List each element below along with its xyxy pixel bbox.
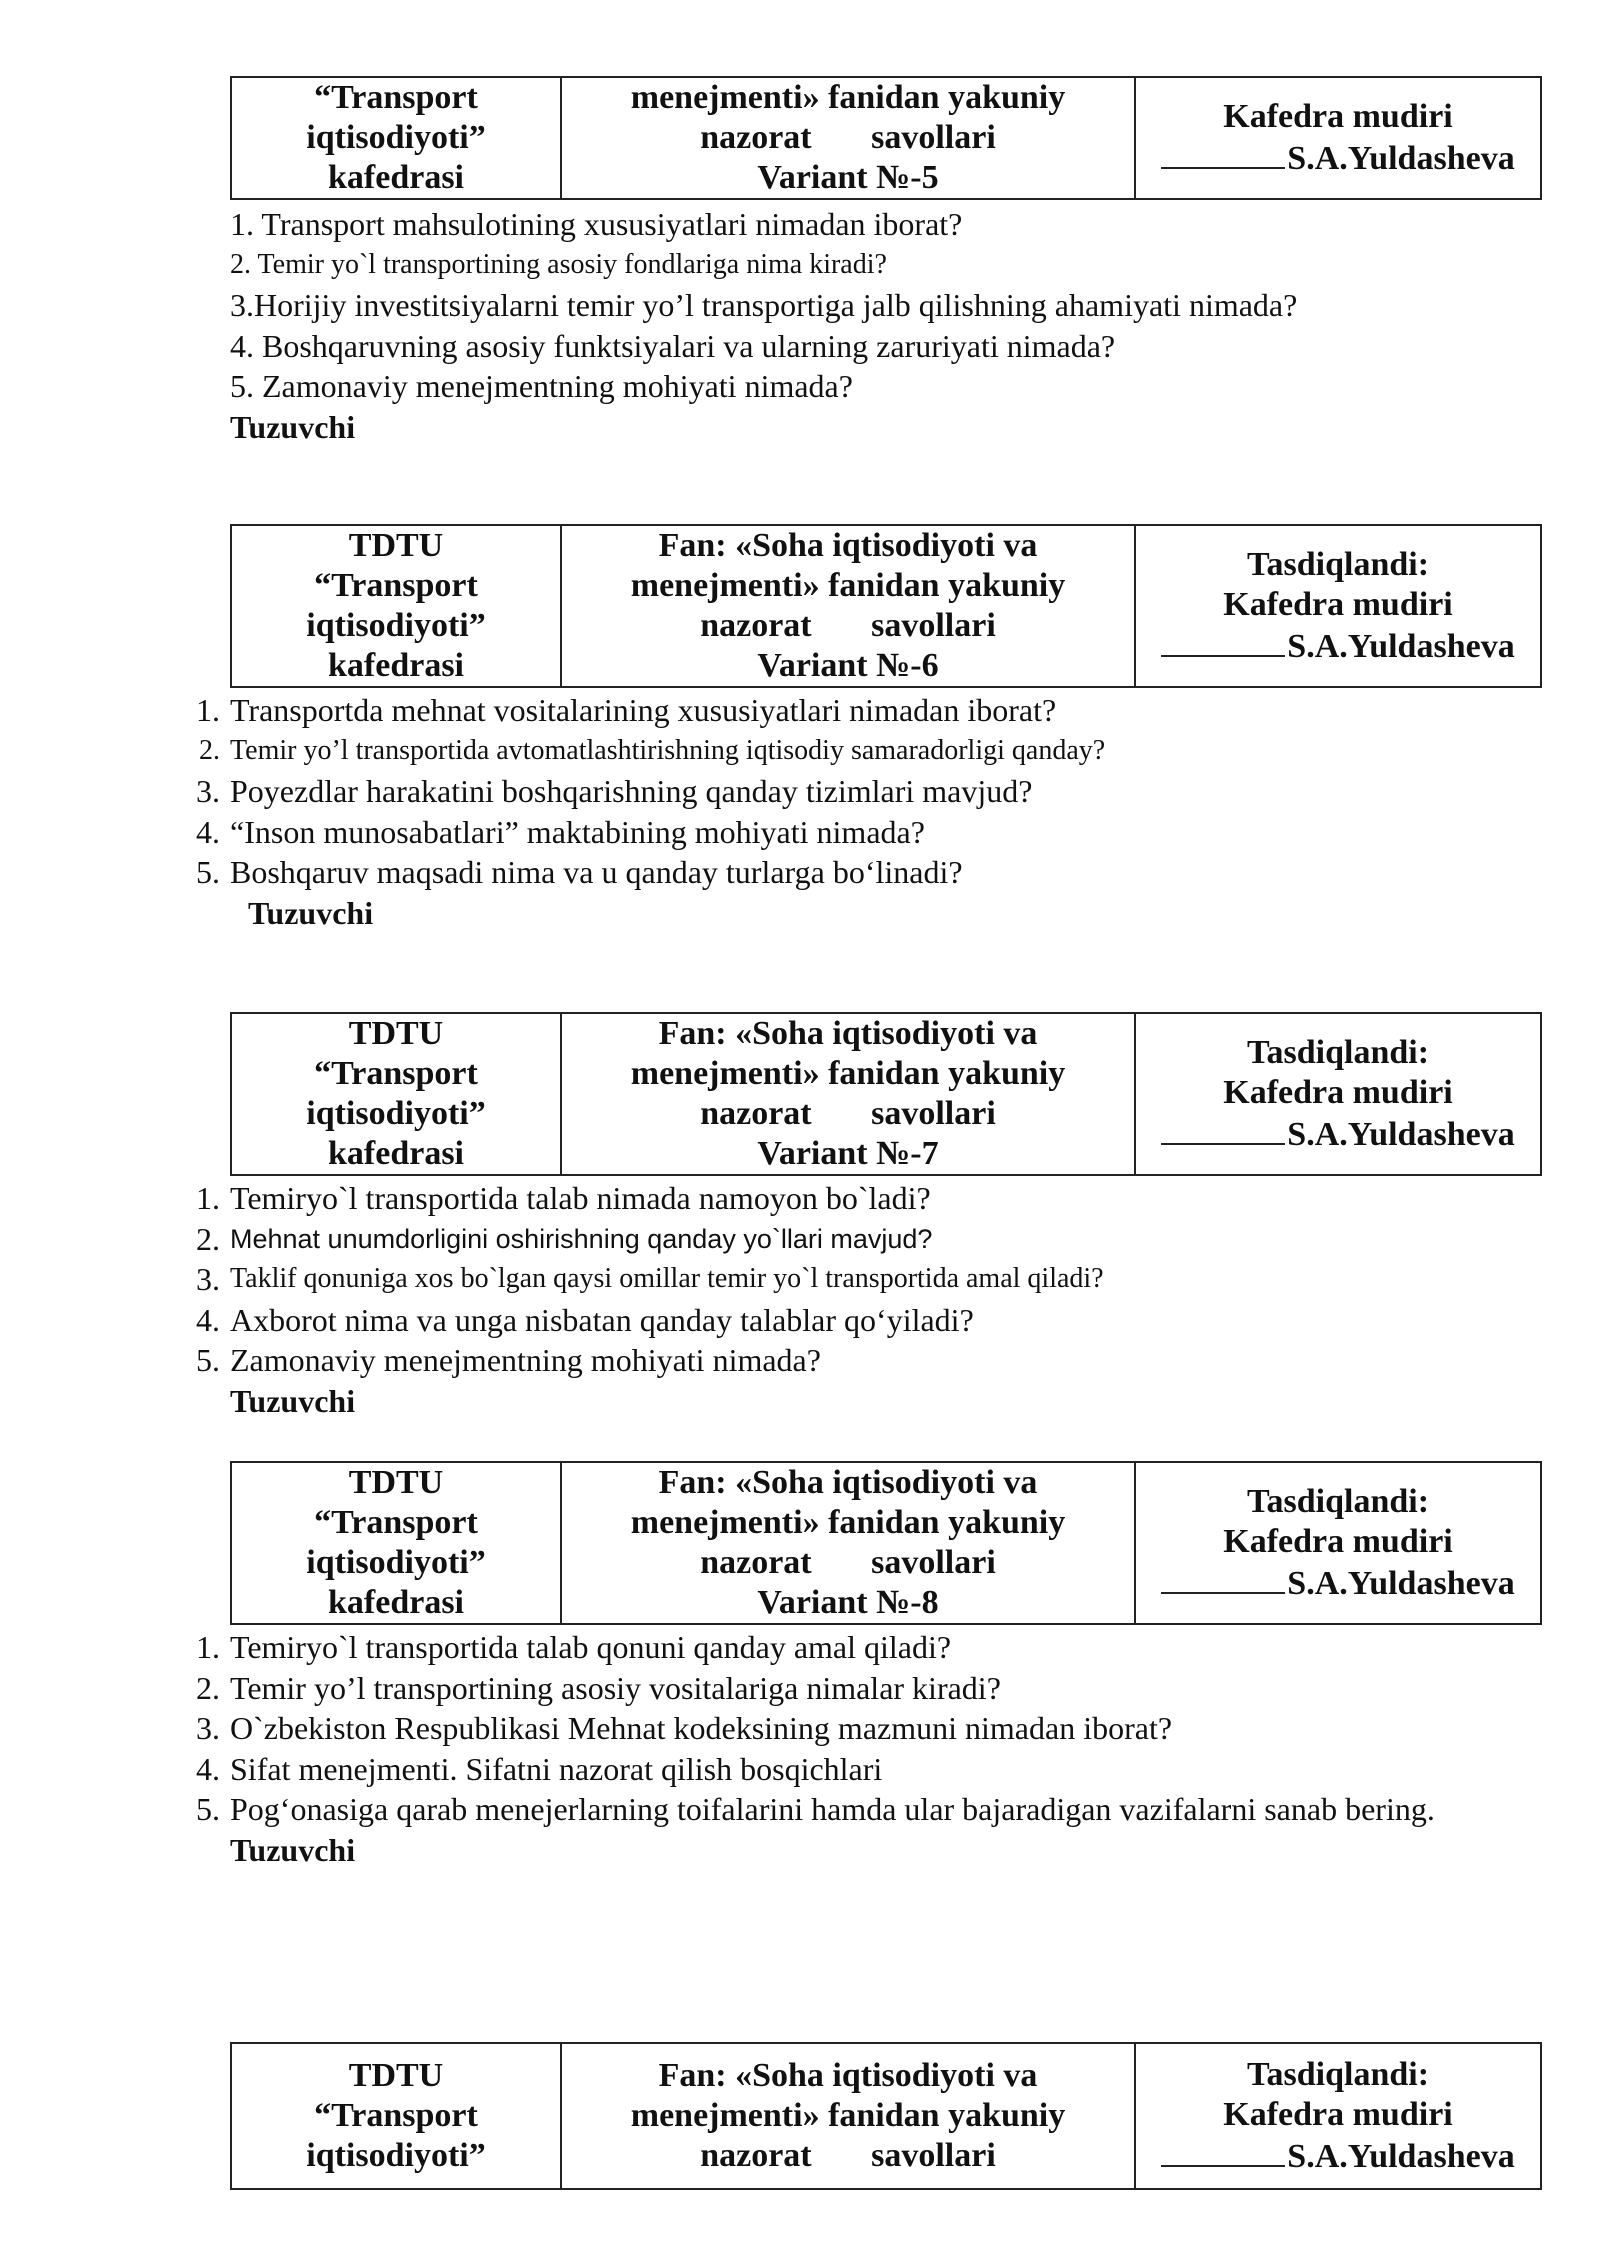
question-item: 3. Poyezdlar harakatini boshqarishning qanday tizimlari mavjud? <box>196 773 1033 809</box>
question-item: 1. Transportda mehnat vositalarining xususiyatlari nimadan iborat? <box>196 692 1057 728</box>
head-signature <box>1142 1113 1534 1155</box>
question-item: 4. “Inson munosabatlari” maktabining mohiyati nimada? <box>196 813 925 850</box>
question-item: 2. Mehnat unumdorligini oshirishning qanday yo`llari mavjud? <box>196 1220 933 1257</box>
question-item: 3. Taklif qonuniga xos bo`lgan qaysi omillar temir yo`l transportida amal qiladi? <box>196 1261 1104 1297</box>
subject-line: nazorat savollari <box>700 2137 996 2174</box>
university-name: TDTU <box>348 1015 444 1052</box>
approval-cell <box>1135 525 1541 687</box>
subject-line: menejmenti» fanidan yakuniy <box>630 2097 1066 2134</box>
next-variant-header-table <box>230 2042 1542 2190</box>
head-name: S.A.Yuldasheva <box>1287 140 1515 177</box>
subject-line: Fan: «Soha iqtisodiyoti va <box>658 1464 1038 1501</box>
subject-line: Fan: «Soha iqtisodiyoti va <box>658 2057 1038 2094</box>
question-item: 5. Zamonaviy menejmentning mohiyati nimada? <box>196 1342 821 1378</box>
department-cell <box>231 1013 561 1175</box>
approval-cell <box>1135 1013 1541 1175</box>
compiler-label: Tuzuvchi <box>230 408 356 445</box>
subject-cell <box>561 1013 1135 1175</box>
subject-cell <box>561 2043 1135 2189</box>
department-line: iqtisodiyoti” <box>306 607 486 644</box>
subject-line: nazorat savollari <box>700 1544 996 1581</box>
head-name: S.A.Yuldasheva <box>1287 2138 1515 2175</box>
variant-5-section <box>0 76 1600 447</box>
question-item: 1. Temiryo`l transportida talab nimada namoyon bo`ladi? <box>196 1180 931 1216</box>
subject-line: nazorat savollari <box>700 119 996 156</box>
question-item: 5. Pog‘onasiga qarab menejerlarning toifalarini hamda ular bajaradigan vazifalarni sanab bering. <box>196 1791 1435 1827</box>
signature-line <box>1161 2135 1285 2167</box>
subject-cell <box>561 525 1135 687</box>
head-title: Kafedra mudiri <box>1223 98 1453 135</box>
head-signature <box>1142 2135 1534 2177</box>
head-title: Kafedra mudiri <box>1223 2096 1453 2133</box>
variant-6-questions <box>180 690 1600 933</box>
question-item: 4. Boshqaruvning asosiy funktsiyalari va ularning zaruriyati nimada? <box>230 327 1116 364</box>
question-item: 5. Zamonaviy menejmentning mohiyati nimada? <box>230 368 853 404</box>
approval-cell <box>1135 2043 1541 2189</box>
question-item: 2. Temir yo’l transportining asosiy vositalariga nimalar kiradi? <box>196 1669 1001 1706</box>
department-cell <box>231 1462 561 1624</box>
approved-label: Tasdiqlandi: <box>1246 1483 1430 1520</box>
subject-cell <box>561 1462 1135 1624</box>
subject-line: nazorat savollari <box>700 1095 996 1132</box>
question-item: 3.Horijiy investitsiyalarni temir yo’l transportiga jalb qilishning ahamiyati nimada? <box>230 287 1298 323</box>
department-line: kafedrasi <box>328 1584 464 1621</box>
department-line: “Transport <box>314 567 478 604</box>
question-item: 2. Temir yo’l transportida avtomatlashtirishning iqtisodiy samaradorligi qanday? <box>199 734 1106 766</box>
department-line: “Transport <box>314 1055 478 1092</box>
university-name: TDTU <box>348 527 444 564</box>
subject-line: Fan: «Soha iqtisodiyoti va <box>658 1015 1038 1052</box>
subject-line: menejmenti» fanidan yakuniy <box>630 567 1066 604</box>
variant-5-header-table <box>230 76 1542 200</box>
approval-cell <box>1135 1462 1541 1624</box>
approved-label: Tasdiqlandi: <box>1246 546 1430 583</box>
head-signature <box>1142 1562 1534 1604</box>
signature-line <box>1161 625 1285 657</box>
subject-line: nazorat savollari <box>700 607 996 644</box>
compiler-label: Tuzuvchi <box>248 894 374 931</box>
variant-number: Variant №-8 <box>757 1584 939 1621</box>
head-title: Kafedra mudiri <box>1223 1523 1453 1560</box>
compiler-label: Tuzuvchi <box>230 1382 356 1419</box>
subject-line: menejmenti» fanidan yakuniy <box>630 79 1066 116</box>
variant-number: Variant №-6 <box>757 647 939 684</box>
next-variant-section <box>0 2042 1600 2190</box>
variant-7-header-table <box>230 1012 1542 1176</box>
department-line: “Transport <box>314 1504 478 1541</box>
department-line: iqtisodiyoti” <box>306 119 486 156</box>
question-item: 5. Boshqaruv maqsadi nima va u qanday turlarga bo‘linadi? <box>196 854 963 890</box>
subject-line: menejmenti» fanidan yakuniy <box>630 1055 1066 1092</box>
head-name: S.A.Yuldasheva <box>1287 628 1515 665</box>
department-line: iqtisodiyoti” <box>306 1544 486 1581</box>
department-line: iqtisodiyoti” <box>306 1095 486 1132</box>
question-item: 4. Sifat menejmenti. Sifatni nazorat qilish bosqichlari <box>196 1750 883 1787</box>
signature-line <box>1161 1562 1285 1594</box>
head-title: Kafedra mudiri <box>1223 1074 1453 1111</box>
question-item: 1. Temiryo`l transportida talab qonuni qanday amal qiladi? <box>196 1629 952 1665</box>
university-name: TDTU <box>348 2057 444 2094</box>
department-cell <box>231 525 561 687</box>
head-signature <box>1142 625 1534 667</box>
question-item: 3. O`zbekiston Respublikasi Mehnat kodeksining mazmuni nimadan iborat? <box>196 1710 1173 1746</box>
head-signature <box>1142 137 1534 179</box>
variant-5-questions <box>230 204 1600 447</box>
variant-6-section <box>0 524 1600 933</box>
question-item: 4. Axborot nima va unga nisbatan qanday talablar qo‘yiladi? <box>196 1301 974 1338</box>
department-line: kafedrasi <box>328 647 464 684</box>
question-item: 1. Transport mahsulotining xususiyatlari nimadan iborat? <box>230 206 963 242</box>
variant-7-questions <box>180 1178 1600 1421</box>
question-item: 2. Temir yo`l transportining asosiy fondlariga nima kiradi? <box>230 248 887 280</box>
university-name: TDTU <box>348 1464 444 1501</box>
subject-line: Fan: «Soha iqtisodiyoti va <box>658 527 1038 564</box>
subject-cell <box>561 77 1135 199</box>
department-line: “Transport <box>314 2097 478 2134</box>
subject-line: menejmenti» fanidan yakuniy <box>630 1504 1066 1541</box>
department-line: iqtisodiyoti” <box>306 2137 486 2174</box>
department-cell <box>231 77 561 199</box>
head-name: S.A.Yuldasheva <box>1287 1116 1515 1153</box>
approval-cell <box>1135 77 1541 199</box>
variant-number: Variant №-5 <box>757 159 939 196</box>
approved-label: Tasdiqlandi: <box>1246 2056 1430 2093</box>
variant-8-header-table <box>230 1461 1542 1625</box>
variant-8-questions <box>180 1627 1498 1870</box>
variant-number: Variant №-7 <box>757 1135 939 1172</box>
approved-label: Tasdiqlandi: <box>1246 1034 1430 1071</box>
variant-7-section <box>0 1012 1600 1421</box>
compiler-label: Tuzuvchi <box>230 1831 356 1868</box>
department-line: kafedrasi <box>328 1135 464 1172</box>
variant-8-section <box>0 1461 1600 1870</box>
head-title: Kafedra mudiri <box>1223 586 1453 623</box>
variant-6-header-table <box>230 524 1542 688</box>
signature-line <box>1161 137 1285 169</box>
head-name: S.A.Yuldasheva <box>1287 1565 1515 1602</box>
department-line: “Transport <box>314 79 478 116</box>
department-line: kafedrasi <box>328 159 464 196</box>
signature-line <box>1161 1113 1285 1145</box>
department-cell <box>231 2043 561 2189</box>
